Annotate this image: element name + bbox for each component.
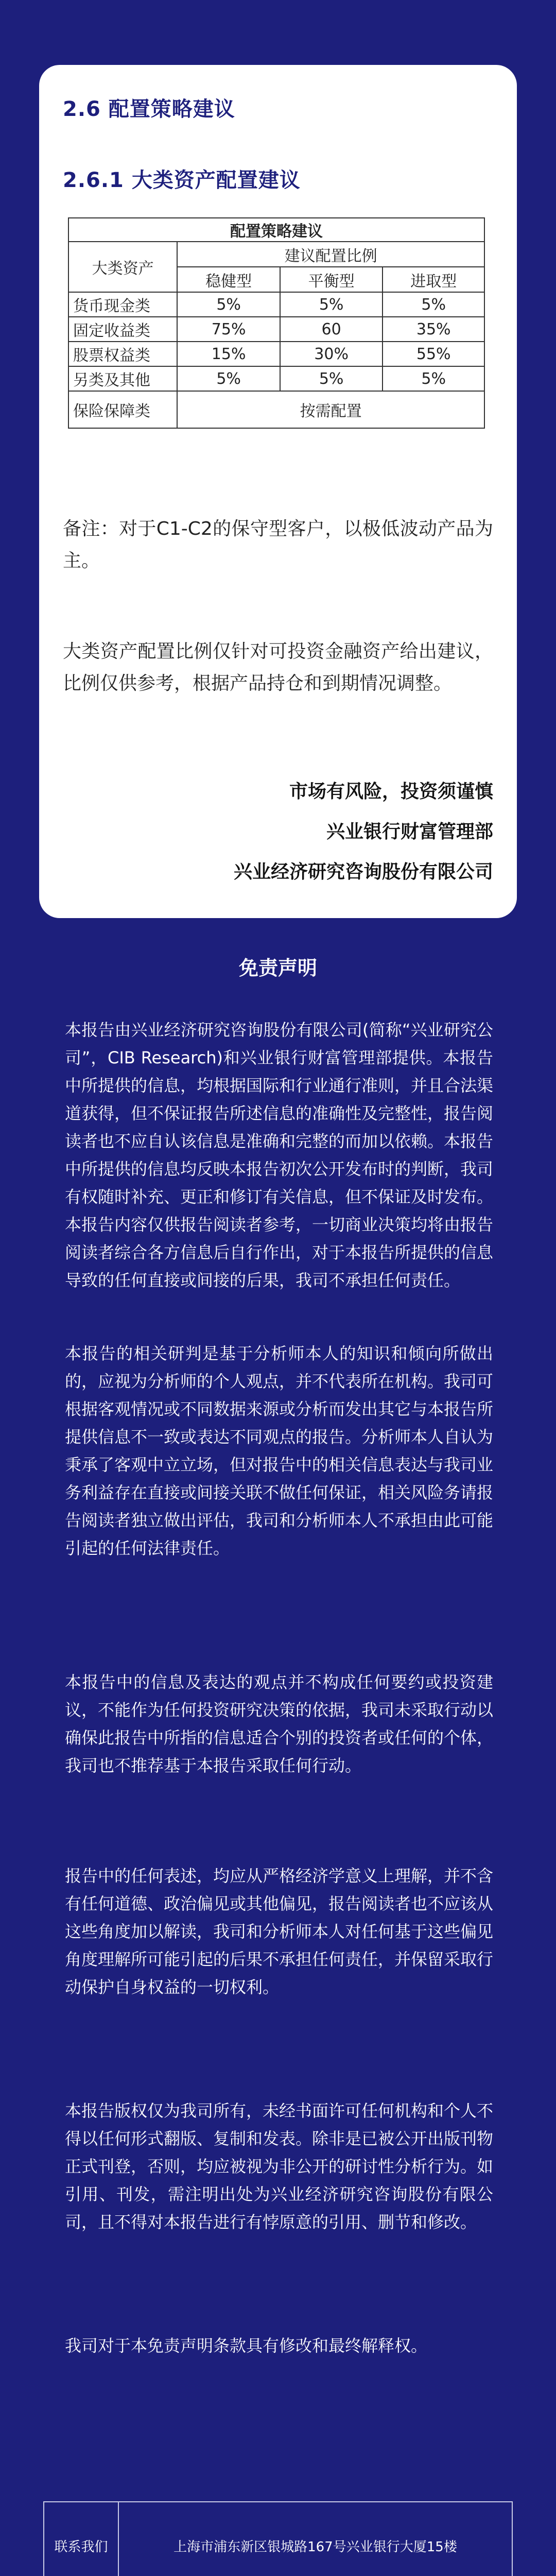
header-type-conservative: 稳健型 xyxy=(177,267,280,292)
disclaimer-title: 免责声明 xyxy=(238,957,317,979)
allocation-paragraph: 大类资产配置比例仅针对可投资金融资产给出建议，比例仅供参考，根据产品持仓和到期情况调整。 xyxy=(63,641,493,694)
table-header-row xyxy=(68,242,484,267)
row-asset: 货币现金类 xyxy=(68,292,177,317)
table-row-insurance xyxy=(68,391,484,428)
contact-table xyxy=(43,2501,513,2576)
disclaimer-paragraph: 本报告版权仅为我司所有，未经书面许可任何机构和个人不得以任何形式翻版、复制和发表。除非是已被公开出版刊物正式刊登，否则，均应被视为非公开的研讨性分析行为。如引用、刊发，需注明出处为兴业经济研究咨询股份有限公司，且不得对本报告进行有悖原意的引用、删节和修改。 xyxy=(65,2101,494,2232)
table-row xyxy=(68,342,484,366)
row-value: 15% xyxy=(177,342,280,366)
section-title: 2.6 配置策略建议 xyxy=(63,97,235,121)
disclaimer-paragraph: 我司对于本免责声明条款具有修改和最终解释权。 xyxy=(65,2336,428,2355)
header-type-balanced: 平衡型 xyxy=(280,267,383,292)
contact-address: 上海市浦东新区银城路167号兴业银行大厦15楼 xyxy=(118,2502,512,2576)
row-asset: 保险保障类 xyxy=(68,391,177,428)
row-asset: 固定收益类 xyxy=(68,317,177,342)
allocation-table xyxy=(68,217,485,429)
subsection-title: 2.6.1 大类资产配置建议 xyxy=(63,168,301,192)
content-card xyxy=(39,65,517,918)
signature-company: 兴业经济研究咨询股份有限公司 xyxy=(233,861,493,883)
row-value: 5% xyxy=(383,292,484,317)
table-row xyxy=(68,292,484,317)
disclaimer-paragraph: 本报告的相关研判是基于分析师本人的知识和倾向所做出的，应视为分析师的个人观点，并不代表所在机构。我司可根据客观情况或不同数据来源或分析而发出其它与本报告所提供信息不一致或表达不同观点的报告。分析师本人自认为秉承了客观中立立场，但对报告中的相关信息表达与我司业务利益存在直接或间接关联不做任何保证，相关风险务请报告阅读者独立做出评估，我司和分析师本人不承担由此可能引起的任何法律责任。 xyxy=(65,1344,494,1558)
table-row xyxy=(68,317,484,342)
row-value: 按需配置 xyxy=(177,391,484,428)
note-text: 备注：对于C1-C2的保守型客户，以极低波动产品为主。 xyxy=(63,518,493,571)
contact-address-row xyxy=(44,2502,512,2576)
header-ratio: 建议配置比例 xyxy=(177,242,484,267)
row-value: 35% xyxy=(383,317,484,342)
row-value: 5% xyxy=(280,292,383,317)
row-asset: 另类及其他 xyxy=(68,366,177,391)
disclaimer-paragraph: 报告中的任何表述，均应从严格经济学意义上理解，并不含有任何道德、政治偏见或其他偏见，报告阅读者也不应该从这些角度加以解读，我司和分析师本人对任何基于这些偏见角度理解所可能引起的后果不承担任何责任，并保留采取行动保护自身权益的一切权利。 xyxy=(65,1866,494,1997)
row-value: 30% xyxy=(280,342,383,366)
table-row xyxy=(68,366,484,391)
row-value: 5% xyxy=(177,292,280,317)
header-asset: 大类资产 xyxy=(68,242,177,292)
table-title: 配置策略建议 xyxy=(68,218,484,242)
row-value: 55% xyxy=(383,342,484,366)
row-value: 5% xyxy=(177,366,280,391)
table-title-row xyxy=(68,218,484,242)
signature-dept: 兴业银行财富管理部 xyxy=(326,821,493,842)
disclaimer-paragraph: 本报告中的信息及表达的观点并不构成任何要约或投资建议，不能作为任何投资研究决策的依据，我司未采取行动以确保此报告中所指的信息适合个别的投资者或任何的个体，我司也不推荐基于本报告采取任何行动。 xyxy=(65,1672,494,1775)
row-value: 60 xyxy=(280,317,383,342)
row-value: 5% xyxy=(280,366,383,391)
row-value: 5% xyxy=(383,366,484,391)
row-value: 75% xyxy=(177,317,280,342)
header-type-aggressive: 进取型 xyxy=(383,267,484,292)
contact-label: 联系我们 xyxy=(44,2502,118,2576)
disclaimer-paragraph: 本报告由兴业经济研究咨询股份有限公司(简称“兴业研究公司”，CIB Research)和兴业银行财富管理部提供。本报告中所提供的信息，均根据国际和行业通行准则，并且合法渠道获得，但不保证报告所述信息的准确性及完整性，报告阅读者也不应自认该信息是准确和完整的而加以依赖。本报告中所提供的信息均反映本报告初次公开发布时的判断，我司有权随时补充、更正和修订有关信息，但不保证及时发布。本报告内容仅供报告阅读者参考，一切商业决策均将由报告阅读者综合各方信息后自行作出，对于本报告所提供的信息导致的任何直接或间接的后果，我司不承担任何责任。 xyxy=(65,1020,494,1290)
row-asset: 股票权益类 xyxy=(68,342,177,366)
risk-warning: 市场有风险，投资须谨慎 xyxy=(289,781,493,802)
